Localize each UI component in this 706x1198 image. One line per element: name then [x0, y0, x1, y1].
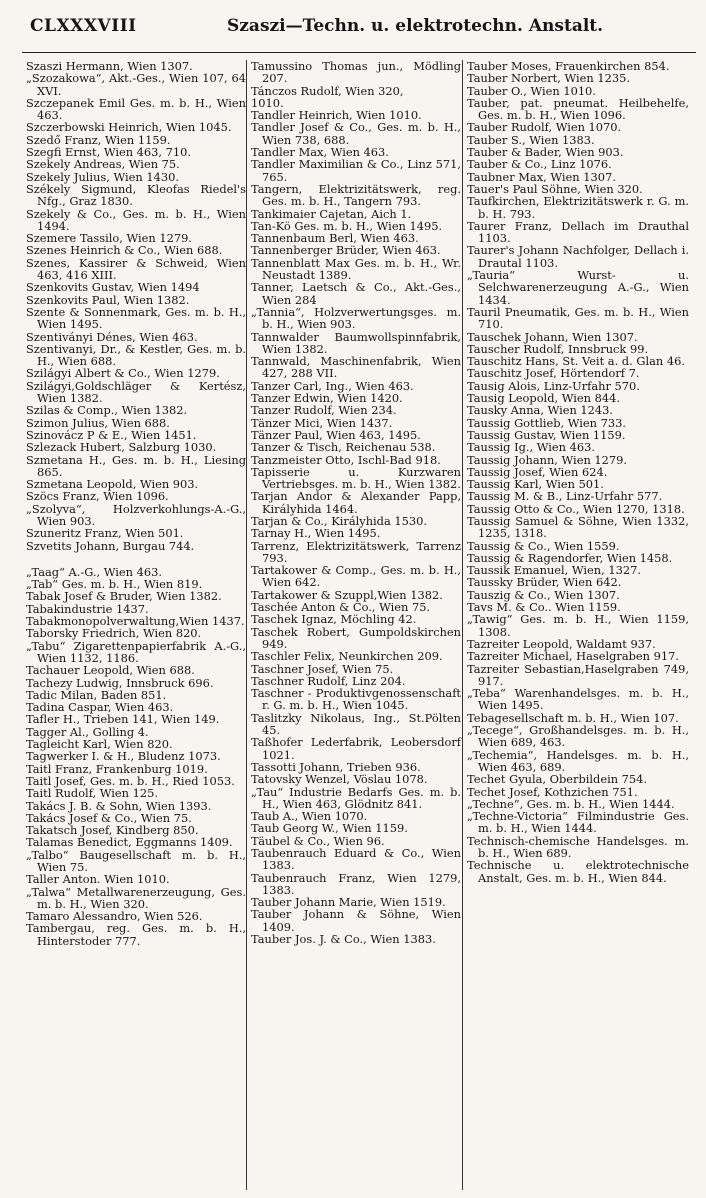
directory-entry: Tausig Alois, Linz-Urfahr 570. [467, 378, 640, 393]
directory-entry: Tauszig & Co., Wien 1307. [467, 587, 620, 602]
directory-entry: Tauber S., Wien 1383. [467, 132, 595, 147]
directory-entry: Tazreiter Michael, Haselgraben 917. [467, 649, 679, 664]
directory-entry: Szvetits Johann, Burgau 744. [26, 538, 195, 553]
directory-entry: „Talbo“ Baugesellschaft m. b. H., Wien 75. [26, 847, 246, 874]
directory-entry: Taurer Franz, Dellach im Drauthal 1103. [467, 218, 689, 246]
directory-entry: Tabak Josef & Bruder, Wien 1382. [26, 589, 222, 604]
directory-entry: Szenes Heinrich & Co., Wien 688. [26, 243, 223, 258]
directory-entry: Tauschitz Josef, Hörtendorf 7. [467, 366, 640, 381]
directory-entry: Tausky Anna, Wien 1243. [467, 403, 614, 418]
directory-entry: Tauschek Johann, Wien 1307. [467, 329, 638, 344]
directory-entry: Tarrenz, Elektrizitätswerk, Tarrenz 793. [251, 538, 461, 565]
directory-entry: Taschler Felix, Neunkirchen 209. [251, 649, 443, 664]
directory-entry: Talamas Benedict, Eggmanns 1409. [26, 835, 233, 850]
directory-entry: Tatovsky Wenzel, Vöslau 1078. [251, 772, 428, 787]
directory-entry: Szilas & Comp., Wien 1382. [26, 403, 188, 418]
directory-entry: Tauber Moses, Frauenkirchen 854. [467, 59, 670, 73]
directory-entry: Taussig Ig., Wien 463. [467, 440, 595, 455]
directory-entry: Szlezack Hubert, Salzburg 1030. [26, 440, 217, 455]
directory-entry: Tanzer Carl, Ing., Wien 463. [251, 378, 414, 393]
directory-entry: Techet Josef, Kothzichen 751. [467, 784, 638, 799]
directory-entry: Tauber Johann Marie, Wien 1519. [251, 895, 446, 910]
directory-entry: Taubenrauch Eduard & Co., Wien 1383. [251, 846, 461, 873]
directory-entry: Taussky Brüder, Wien 642. [467, 575, 622, 590]
directory-entry: Taubner Max, Wien 1307. [467, 169, 616, 184]
directory-entry: Tarnay H., Wien 1495. [251, 526, 381, 541]
directory-entry: Szedő Franz, Wien 1159. [26, 132, 171, 147]
directory-entry: Tauber Rudolf, Wien 1070. [467, 120, 622, 135]
directory-entry: Szenkovits Gustav, Wien 1494 [26, 280, 200, 295]
directory-entry: Tartakower & Szuppl,Wien 1382. [251, 587, 443, 602]
directory-entry: Szmetana Leopold, Wien 903. [26, 477, 199, 492]
directory-entry: Szczerbowski Heinrich, Wien 1045. [26, 120, 232, 135]
directory-entry: Taussig Gottlieb, Wien 733. [467, 415, 626, 430]
directory-entry: „Szolyva“, Holzverkohlungs-A.-G., Wien 903. [26, 501, 246, 528]
directory-entry: Szilágyi Albert & Co., Wien 1279. [26, 366, 220, 381]
directory-entry: „Tecege“, Großhandelsges. m. b. H., Wien 689, 463. [467, 723, 689, 750]
directory-entry: Szentiványi Dénes, Wien 463. [26, 329, 198, 344]
directory-entry: Taussig Samuel & Söhne, Wien 1332, 1235, 1318. [467, 513, 689, 541]
directory-entry: Szentivanyi, Dr., & Kestler, Ges. m. b. H., Wien 688. [26, 341, 246, 369]
directory-entry: Tannwalder Baumwollspinnfabrik, Wien 1382. [251, 329, 461, 356]
directory-entry: 1010. [251, 95, 284, 110]
directory-entry: Techet Gyula, Oberbildein 754. [467, 772, 648, 787]
directory-entry: Taussig & Ragendorfer, Wien 1458. [467, 550, 673, 565]
directory-entry: „Tau“ Industrie Bedarfs Ges. m. b. H., Wien 463, Glödnitz 841. [251, 784, 461, 811]
directory-entry: Tauber Norbert, Wien 1235. [467, 71, 630, 86]
directory-entry: Taussig Gustav, Wien 1159. [467, 427, 626, 442]
directory-column-1 [26, 60, 246, 947]
directory-entry: Szilágyi,Goldschläger & Kertész, Wien 1382. [26, 378, 246, 406]
directory-entry: „Tab“ Ges. m. b. H., Wien 819. [26, 577, 203, 592]
directory-entry: Tagleicht Karl, Wien 820. [26, 737, 173, 752]
directory-entry: Tapisserie u. Kurzwaren Vertriebsges. m. b. H., Wien 1382. [251, 464, 461, 492]
directory-entry: Technische u. elektrotechnische Anstalt, Ges. m. b. H., Wien 844. [467, 858, 689, 885]
directory-entry: Taub Georg W., Wien 1159. [251, 821, 408, 836]
directory-entry: Tachezy Ludwig, Innsbruck 696. [26, 675, 214, 690]
directory-entry: Taussig Johann, Wien 1279. [467, 452, 628, 467]
directory-entry: Tambergau, reg. Ges. m. b. H., Hinterstoder 777. [26, 921, 246, 948]
directory-entry: „Tawig“ Ges. m. b. H., Wien 1159, 1308. [467, 612, 689, 639]
directory-entry: Tannwald, Maschinenfabrik, Wien 427, 288 VII. [251, 354, 461, 381]
directory-entry: Technisch-chemische Handelsges. m. b. H., Wien 689. [467, 833, 689, 860]
directory-entry: Szemere Tassilo, Wien 1279. [26, 231, 192, 246]
directory-column-3 [462, 60, 689, 1190]
directory-entry: Taschée Anton & Co., Wien 75. [251, 600, 431, 615]
directory-entry: Täubel & Co., Wien 96. [251, 833, 385, 848]
directory-entry: Szenkovits Paul, Wien 1382. [26, 292, 190, 307]
directory-entry: Tamaro Alessandro, Wien 526. [26, 909, 203, 924]
directory-entry: Tauer's Paul Söhne, Wien 320. [467, 181, 643, 196]
directory-entry: Szenes, Kassirer & Schweid, Wien 463, 416 XIII. [26, 255, 246, 283]
directory-entry: Taussig & Co., Wien 1559. [467, 538, 620, 553]
directory-entry: „Techne-Victoria“ Filmindustrie Ges. m. b. H., Wien 1444. [467, 809, 689, 836]
directory-entry: Taufkirchen, Elektrizitätswerk r. G. m. b. H. 793. [467, 194, 689, 221]
directory-entry: Tazreiter Sebastian,Haselgraben 749, 917. [467, 661, 689, 688]
directory-entry: Tauber & Co., Linz 1076. [467, 157, 612, 172]
directory-entry: Taborsky Friedrich, Wien 820. [26, 626, 202, 641]
directory-entry: Tauber Jos. J. & Co., Wien 1383. [251, 932, 436, 947]
directory-entry: „Tannia“, Holzverwertungsges. m. b. H., Wien 903. [251, 304, 461, 332]
directory-entry: Szczepanek Emil Ges. m. b. H., Wien 463. [26, 95, 246, 123]
directory-entry: Takatsch Josef, Kindberg 850. [26, 823, 199, 838]
directory-column-2 [246, 60, 461, 1190]
directory-entry: Taurer's Johann Nachfolger, Dellach i. Drautal 1103. [467, 243, 689, 270]
directory-entry: „Tauria“ Wurst- u. Selchwarenerzeugung A.-G., Wien 1434. [467, 268, 689, 307]
directory-entry: Tadic Milan, Baden 851. [26, 687, 167, 702]
directory-entry: Tadina Caspar, Wien 463. [26, 700, 174, 715]
directory-entry: Tankimaier Cajetan, Aich 1. [251, 206, 412, 221]
directory-entry: Tandler Max, Wien 463. [251, 145, 389, 160]
directory-entry: Taslitzky Nikolaus, Ing., St.Pölten 45. [251, 710, 461, 738]
directory-entry: Taßhofer Lederfabrik, Leobersdorf 1021. [251, 735, 461, 762]
directory-entry: Tangern, Elektrizitätswerk, reg. Ges. m. b. H., Tangern 793. [251, 181, 461, 209]
directory-entry: Szekely & Co., Ges. m. b. H., Wien 1494. [26, 206, 246, 233]
directory-entry: Taschner - Produktivgenossenschaft r. G. m. b. H., Wien 1045. [251, 686, 461, 713]
directory-entry: Tänzer Mici, Wien 1437. [251, 415, 393, 430]
directory-entry: „Talwa“ Metallwarenerzeugung, Ges. m. b. H., Wien 320. [26, 884, 246, 911]
directory-entry: Tandler Josef & Co., Ges. m. b. H., Wien 738, 688. [251, 120, 461, 147]
directory-entry: „Techne“, Ges. m. b. H., Wien 1444. [467, 796, 675, 811]
directory-entry: Tauber Johann & Söhne, Wien 1409. [251, 907, 461, 934]
header-rule [22, 52, 696, 53]
directory-entry: Tassotti Johann, Trieben 936. [251, 759, 421, 774]
directory-entry: Tannenblatt Max Ges. m. b. H., Wr. Neustadt 1389. [251, 255, 461, 283]
directory-entry: Tagwerker I. & H., Bludenz 1073. [26, 749, 221, 764]
directory-entry: Tandler Heinrich, Wien 1010. [251, 108, 422, 123]
directory-entry: Szekely Julius, Wien 1430. [26, 169, 179, 184]
directory-entry: Takács Josef & Co., Wien 75. [26, 810, 192, 825]
directory-entry: Taussig Otto & Co., Wien 1270, 1318. [467, 501, 685, 516]
directory-entry: Tauber, pat. pneumat. Heilbehelfe, Ges. m. b. H., Wien 1096. [467, 95, 689, 123]
directory-entry: Tauber & Bader, Wien 903. [467, 145, 624, 160]
directory-entry: Tannenbaum Berl, Wien 463. [251, 231, 419, 246]
directory-entry: „Teba“ Warenhandelsges. m. b. H., Wien 1495. [467, 686, 689, 713]
directory-entry: Tauscher Rudolf, Innsbruck 99. [467, 341, 649, 356]
directory-entry: Taller Anton. Wien 1010. [26, 872, 170, 887]
directory-entry: Tabakmonopolverwaltung,Wien 1437. [26, 614, 245, 629]
directory-entry: Tausig Leopold, Wien 844. [467, 391, 620, 406]
directory-entry: Tauril Pneumatik, Ges. m. b. H., Wien 710. [467, 304, 689, 332]
directory-entry: Taussig M. & B., Linz-Urfahr 577. [467, 489, 663, 504]
directory-entry: Tachauer Leopold, Wien 688. [26, 663, 195, 678]
directory-entry: Taussig Josef, Wien 624. [467, 464, 608, 479]
directory-entry: Tebagesellschaft m. b. H., Wien 107. [467, 710, 679, 725]
directory-entry: Takács J. B. & Sohn, Wien 1393. [26, 798, 212, 813]
directory-entry: Tanzer Edwin, Wien 1420. [251, 391, 403, 406]
directory-entry: Szimon Julius, Wien 688. [26, 415, 170, 430]
directory-entry: Tauber O., Wien 1010. [467, 83, 596, 98]
directory-entry: Tarjan & Co., Királyhida 1530. [251, 513, 427, 528]
directory-entry: Tartakower & Comp., Ges. m. b. H., Wien 642. [251, 563, 461, 590]
directory-entry: „Techemia“, Handelsges. m. b. H., Wien 463, 689. [467, 747, 689, 774]
section-gap [26, 552, 246, 566]
page-header [22, 6, 694, 46]
directory-entry: Székely Sigmund, Kleofas Riedel's Nfg., Graz 1830. [26, 181, 246, 209]
directory-entry: „Szozakowa“, Akt.-Ges., Wien 107, 64 XVI. [26, 71, 246, 98]
directory-entry: Szmetana H., Ges. m. b. H., Liesing 865. [26, 452, 246, 479]
directory-entry: Tazreiter Leopold, Waldamt 937. [467, 636, 656, 651]
directory-entry: Tánczos Rudolf, Wien 320, [251, 83, 404, 98]
directory-entry: Tarjan Andor & Alexander Papp, Királyhida 1464. [251, 489, 461, 516]
directory-entry: Tan-Kö Ges. m. b. H., Wien 1495. [251, 218, 443, 233]
directory-entry: Tafler H., Trieben 141, Wien 149. [26, 712, 220, 727]
running-title: Szaszi—Techn. u. elektrotechn. Anstalt. [227, 16, 604, 36]
directory-entry: Tanzmeister Otto, Ischl-Bad 918. [251, 452, 441, 467]
directory-entry: Tabakindustrie 1437. [26, 601, 149, 616]
directory-entry: Taubenrauch Franz, Wien 1279, 1383. [251, 870, 461, 897]
directory-entry: Tagger Al., Golling 4. [26, 724, 149, 739]
page-number: CLXXXVIII [30, 16, 137, 36]
directory-entry: Taussik Emanuel, Wien, 1327. [467, 563, 641, 578]
directory-entry: Taitl Franz, Frankenburg 1019. [26, 761, 208, 776]
directory-entry: Szekely Andreas, Wien 75. [26, 157, 180, 172]
directory-entry: Taitl Josef, Ges. m. b. H., Ried 1053. [26, 773, 235, 788]
directory-entry: Tavs M. & Co.. Wien 1159. [467, 600, 621, 615]
directory-entry: Tauschitz Hans, St. Veit a. d. Glan 46. [467, 354, 685, 369]
directory-entry: Szinovácz P & E., Wien 1451. [26, 427, 197, 442]
directory-entry: Szöcs Franz, Wien 1096. [26, 489, 169, 504]
directory-entry: Tandler Maximilian & Co., Linz 571, 765. [251, 157, 461, 184]
directory-entry: Tannenberger Brüder, Wien 463. [251, 243, 441, 258]
directory-entry: Taschek Ignaz, Möchling 42. [251, 612, 417, 627]
directory-entry: Taschek Robert, Gumpoldskirchen 949. [251, 624, 461, 651]
directory-entry: Taitl Rudolf, Wien 125. [26, 786, 158, 801]
directory-entry: Szegfi Ernst, Wien 463, 710. [26, 145, 192, 160]
directory-entry: Tanzer & Tisch, Reichenau 538. [251, 440, 436, 455]
directory-entry: Tamussino Thomas jun., Mödling 207. [251, 59, 461, 86]
directory-entry: Szuneritz Franz, Wien 501. [26, 526, 184, 541]
directory-entry: Szente & Sonnenmark, Ges. m. b. H., Wien 1495. [26, 304, 246, 332]
directory-entry: Taschner Rudolf, Linz 204. [251, 673, 406, 688]
directory-entry: Taschner Josef, Wien 75. [251, 661, 394, 676]
directory-entry: Szaszi Hermann, Wien 1307. [26, 59, 193, 73]
directory-entry: „Tabu“ Zigarettenpapierfabrik A.-G., Wien 1132, 1186. [26, 638, 246, 665]
directory-entry: Taussig Karl, Wien 501. [467, 477, 604, 492]
directory-entry: Tänzer Paul, Wien 463, 1495. [251, 427, 421, 442]
directory-entry: Tanner, Laetsch & Co., Akt.-Ges., Wien 284 [251, 280, 461, 307]
directory-entry: „Taag“ A.-G., Wien 463. [26, 564, 162, 579]
directory-entry: Tanzer Rudolf, Wien 234. [251, 403, 397, 418]
directory-entry: Taub A., Wien 1070. [251, 809, 368, 824]
